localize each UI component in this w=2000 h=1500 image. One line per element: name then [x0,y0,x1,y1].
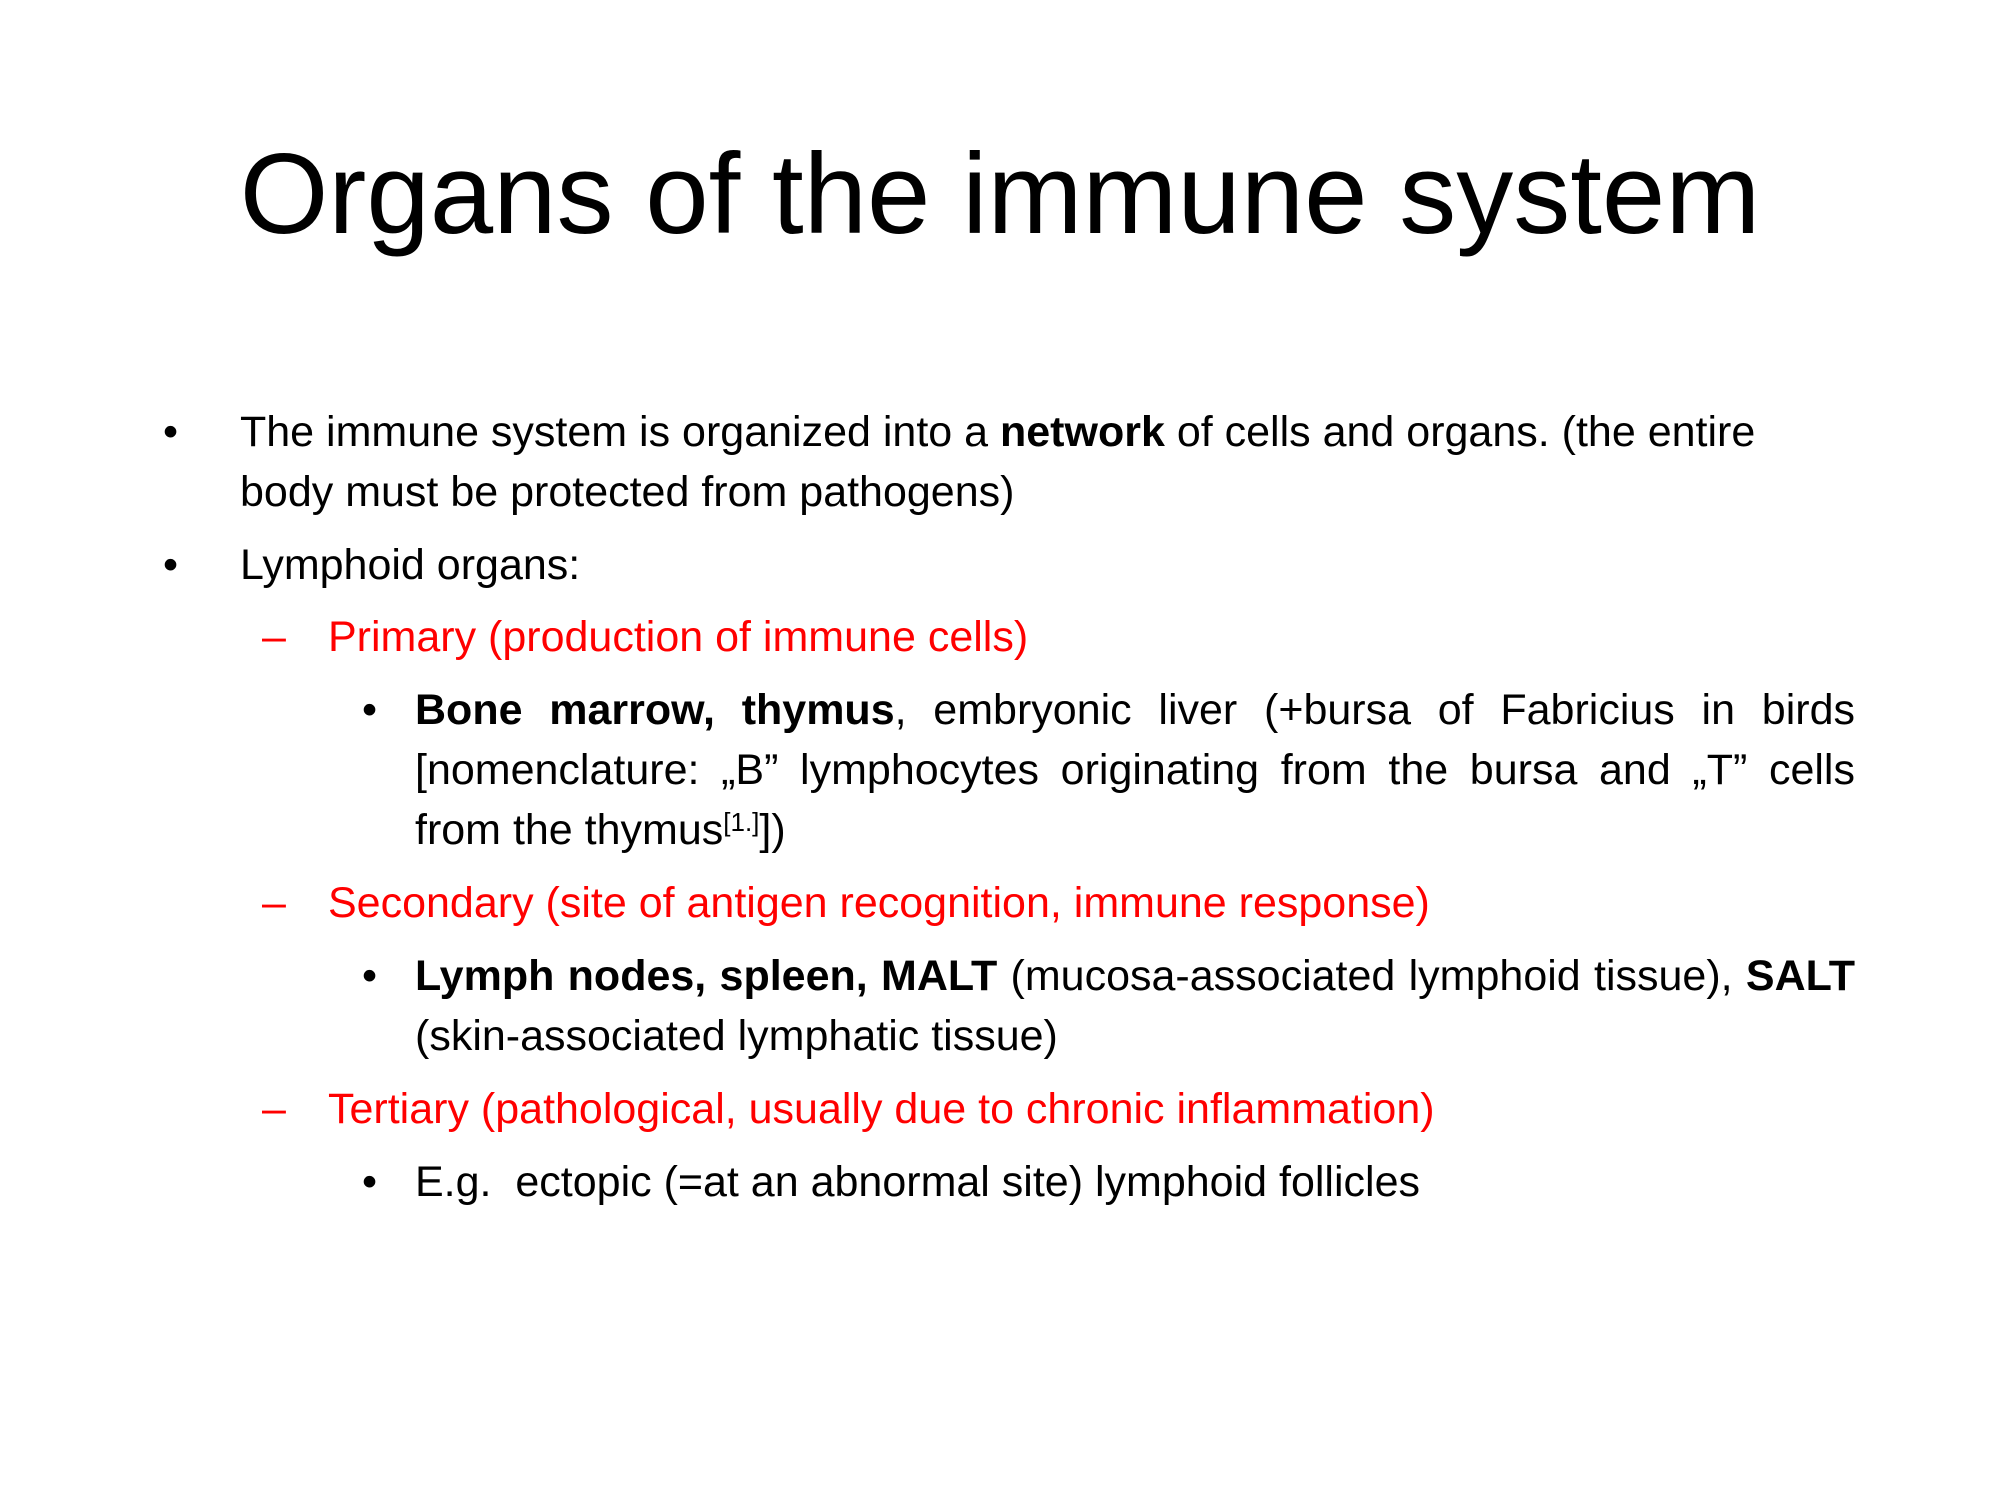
bullet-network [240,402,1855,522]
sub-bullet-marker: • [362,952,378,1000]
sub-bullet-marker: • [362,686,378,734]
slide-title: Organs of the immune system [239,131,1761,258]
bullet-marker: • [163,408,179,456]
tertiary-label: Tertiary (pathological, usually due to chronic inflammation) [328,1085,1435,1133]
primary-detail-text: , embryonic liver (+bursa of Fabricius in birds [nomenclature: „B” lymphocytes originating from the bursa and „T” cells from the thymus [415,686,1855,854]
secondary-label: Secondary (site of antigen recognition, immune response) [328,879,1430,927]
secondary-detail-bold-2: SALT [1745,952,1855,1000]
sub-bullet-marker: • [362,1158,378,1206]
bullet-network-bold: network [1000,408,1165,456]
dash-marker: – [262,1085,286,1133]
primary-detail-bold: Bone marrow, thymus [415,686,895,734]
bullet-lymphoid-organs: Lymphoid organs: [240,541,581,589]
bullet-marker: • [163,541,179,589]
secondary-detail [415,946,1855,1066]
dash-marker: – [262,613,286,661]
secondary-detail-text-2: (skin-associated lymphatic tissue) [415,1012,1058,1060]
primary-label: Primary (production of immune cells) [328,613,1029,661]
dash-marker: – [262,879,286,927]
bullet-network-text-after: of cells and organs. (the entire body must be protected from pathogens) [240,408,1756,516]
bullet-network-text-before: The immune system is organized into a [240,408,1000,456]
primary-detail-tail: ]) [759,806,786,854]
tertiary-detail: E.g. ectopic (=at an abnormal site) lymphoid follicles [415,1158,1420,1206]
citation-superscript: [1.] [723,806,760,837]
secondary-detail-bold-1: Lymph nodes, spleen, MALT [415,952,998,1000]
secondary-detail-text-1: (mucosa-associated lymphoid tissue), [997,952,1746,1000]
primary-detail [415,680,1855,860]
